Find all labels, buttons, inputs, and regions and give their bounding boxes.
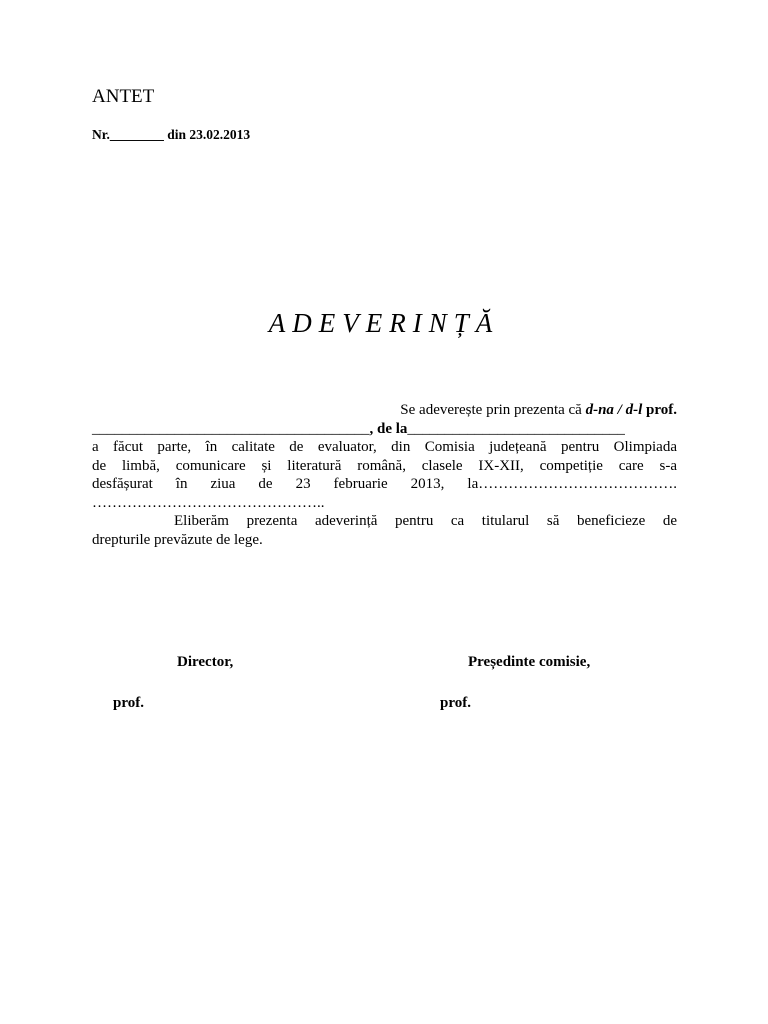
school-blank: _____________________________ [407,420,625,437]
document-title: ADEVERINȚĂ [268,308,500,338]
prof-label: prof. [642,402,677,418]
de-la-label: , de la [369,420,408,437]
body-line-1-text: Se adeverește prin prezenta că [400,402,586,418]
letterhead-placeholder: ANTET [92,86,155,107]
name-blank: _____________________________________ [92,420,370,437]
body-line-1 [92,401,677,420]
body-line-7-text: Eliberăm prezenta adeverință pentru ca titularul să beneficieze de [174,513,677,529]
role-text: d-na / d-l [585,402,643,418]
body-line-6: ……………………………………….. [92,494,325,511]
body-line-8: drepturile prevăzute de lege. [92,531,263,548]
certificate-body [92,401,677,549]
registration-number-line: Nr.________ din 23.02.2013 [92,127,251,142]
body-line-2 [92,420,677,439]
president-title: Președinte comisie, [468,654,591,670]
director-prof-label: prof. [113,695,144,711]
body-line-5: desfășurat în ziua de 23 februarie 2013, la…………………………………. [92,476,677,492]
body-line-4: de limbă, comunicare și literatură română, clasele IX-XII, competiție care s-a [92,457,677,474]
director-title: Director, [177,654,234,670]
body-line-7 [92,512,677,531]
body-line-3: a făcut parte, în calitate de evaluator, din Comisia județeană pentru Olimpiada [92,439,677,455]
president-prof-label: prof. [440,695,471,711]
